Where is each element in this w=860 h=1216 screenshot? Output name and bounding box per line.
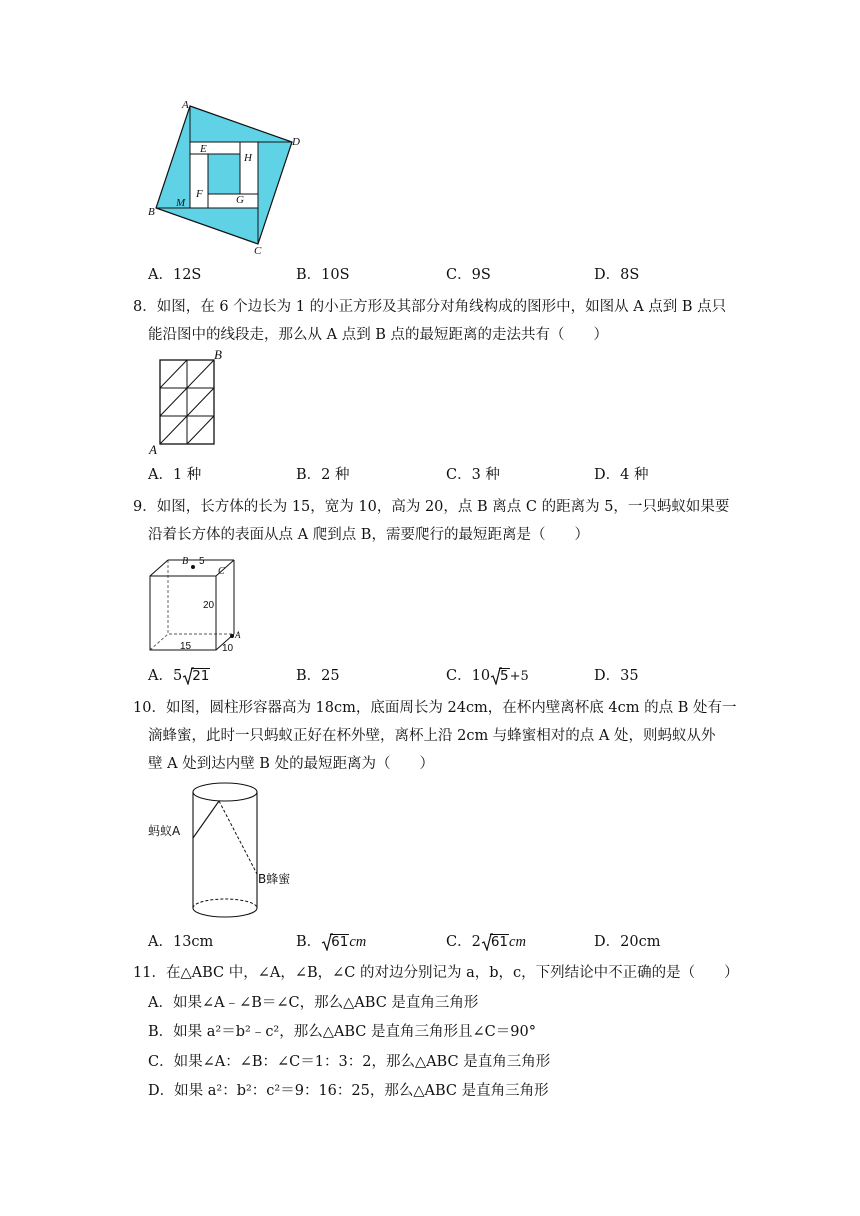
q8-grid-figure [146, 348, 236, 458]
q9-box-figure [140, 550, 250, 662]
q10-stem-line1: 10．如图，圆柱形容器高为 18cm，底面周长为 24cm，在杯内壁离杯底 4cm 的点 B 处有一 [133, 700, 737, 716]
q10-label-honey: B蜂蜜 [258, 872, 291, 886]
q10-option-c-unit: cm [509, 934, 526, 950]
q7-figure [140, 96, 310, 258]
q10-cylinder-figure [146, 778, 306, 926]
q8-option-c: C．3 种 [446, 467, 500, 483]
q9-label-a: A [235, 630, 241, 640]
q9-label-5: 5 [199, 556, 205, 567]
q10-option-b [296, 930, 366, 951]
q7-label-b: B [148, 206, 155, 218]
q11-option-b: B．如果 a²＝b²﹣c²，那么△ABC 是直角三角形且∠C＝90° [148, 1024, 536, 1040]
q10-option-b-radical [321, 934, 349, 950]
q7-label-a: A [182, 99, 189, 111]
q9-option-c-suffix: +5 [509, 669, 529, 684]
q9-option-c-prefix: C．10 [446, 668, 491, 684]
q8-option-a: A．1 种 [148, 467, 202, 483]
q10-option-b-unit: cm [349, 934, 367, 950]
q7-option-d: D．8S [594, 267, 640, 283]
q10-option-c-prefix: C．2 [446, 934, 481, 950]
q10-option-d: D．20cm [594, 934, 661, 950]
q10-option-c [446, 930, 526, 951]
q10-option-b-radicand: 61 [331, 934, 349, 950]
q8-stem-line1: 8．如图，在 6 个边长为 1 的小正方形及其部分对角线构成的图形中，如图从 A 点到 B 点只 [133, 299, 727, 315]
q9-option-c-radicand: 5 [500, 668, 509, 684]
q7-label-f: F [196, 188, 203, 200]
q9-label-10: 10 [222, 643, 234, 654]
q7-option-c: C．9S [446, 267, 491, 283]
q8-label-b: B [214, 348, 222, 362]
q10-stem-line2: 滴蜂蜜，此时一只蚂蚁正好在杯外壁，离杯上沿 2cm 与蜂蜜相对的点 A 处，则蚂蚁从外 [148, 728, 716, 744]
q9-label-20: 20 [203, 600, 215, 611]
q7-label-g: G [236, 194, 244, 206]
q7-option-a: A．12S [148, 267, 202, 283]
q10-option-c-radical [481, 934, 509, 950]
q10-option-a: A．13cm [148, 934, 214, 950]
q8-option-d: D．4 种 [594, 467, 649, 483]
q9-label-b: B [182, 556, 189, 567]
q10-option-b-prefix: B． [296, 934, 322, 950]
q10-label-ant: 蚂蚁A [148, 824, 181, 838]
q9-option-c-radical [490, 668, 510, 684]
q7-label-d: D [292, 136, 300, 148]
q9-option-a-radical [182, 668, 210, 684]
q10-stem-line3: 壁 A 处到达内壁 B 处的最短距离为（ ） [148, 756, 435, 772]
q11-stem: 11．在△ABC 中，∠A，∠B，∠C 的对边分别记为 a，b，c，下列结论中不正确的是（ ） [133, 965, 739, 981]
q11-option-a: A．如果∠A﹣∠B＝∠C，那么△ABC 是直角三角形 [148, 995, 479, 1011]
q9-stem-line1: 9．如图，长方体的长为 15，宽为 10，高为 20，点 B 离点 C 的距离为 5，一只蚂蚁如果要 [133, 499, 730, 515]
q11-option-c: C．如果∠A：∠B：∠C＝1：3：2，那么△ABC 是直角三角形 [148, 1054, 551, 1070]
q10-option-c-radicand: 61 [490, 934, 509, 950]
q9-option-a-prefix: A．5 [148, 668, 183, 684]
q11-option-d: D．如果 a²：b²：c²＝9：16：25，那么△ABC 是直角三角形 [148, 1083, 549, 1099]
q7-option-b: B．10S [296, 267, 350, 283]
q8-option-b: B．2 种 [296, 467, 350, 483]
q7-label-c: C [254, 245, 262, 257]
q9-option-d: D．35 [594, 668, 639, 684]
q8-label-a: A [149, 442, 157, 457]
q9-option-b: B．25 [296, 668, 340, 684]
q9-stem-line2: 沿着长方体的表面从点 A 爬到点 B，需要爬行的最短距离是（ ） [148, 527, 589, 543]
q9-label-15: 15 [180, 641, 192, 652]
q9-option-a-radicand: 21 [192, 668, 210, 684]
q8-stem-line2: 能沿图中的线段走，那么从 A 点到 B 点的最短距离的走法共有（ ） [148, 327, 609, 343]
q9-option-c [446, 664, 529, 685]
q7-label-e: E [200, 143, 207, 155]
q7-label-h: H [244, 152, 252, 164]
q7-label-m: M [176, 197, 186, 209]
q9-label-c: C [218, 566, 225, 577]
q9-option-a [148, 664, 210, 685]
